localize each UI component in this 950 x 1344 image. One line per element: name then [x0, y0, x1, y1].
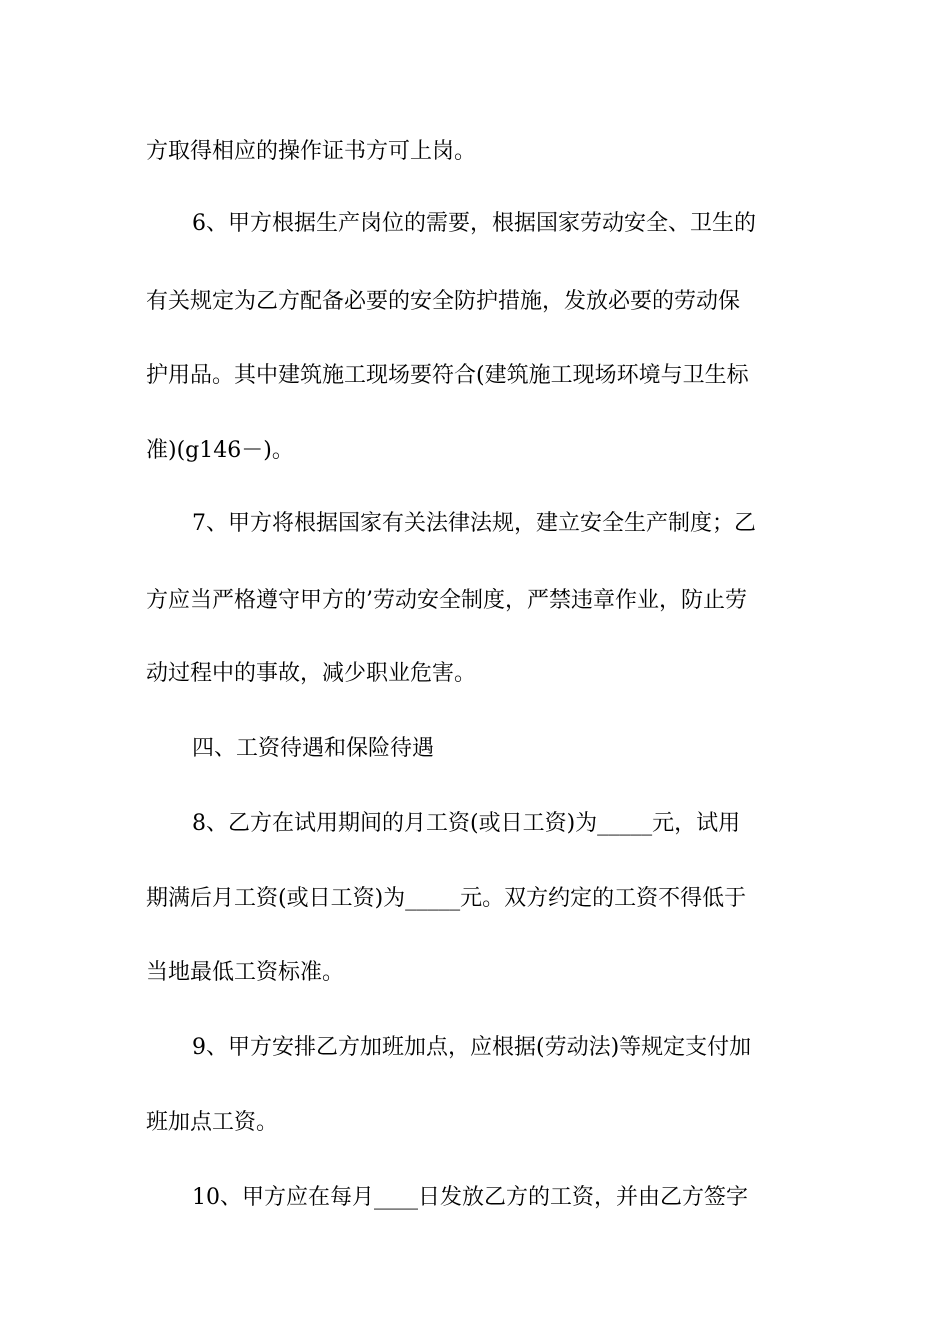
paragraph-9-line-1: 9、甲方安排乙方加班加点，应根据(劳动法)等规定支付加 [192, 1035, 752, 1060]
paragraph-10-line-1: 10、甲方应在每月____日发放乙方的工资，并由乙方签字 [192, 1185, 748, 1210]
text-line: 方应当严格遵守甲方的’劳动安全制度，严禁违章作业，防止劳 [146, 588, 747, 613]
text-line: 方取得相应的操作证书方可上岗。 [146, 139, 477, 164]
paragraph-8-line-1: 8、乙方在试用期间的月工资(或日工资)为_____元，试用 [192, 811, 741, 836]
text-line: 动过程中的事故，减少职业危害。 [146, 661, 477, 686]
text-line: 当地最低工资标准。 [146, 960, 345, 985]
text-line: 有关规定为乙方配备必要的安全防护措施，发放必要的劳动保 [146, 289, 741, 314]
section-heading: 四、工资待遇和保险待遇 [192, 736, 435, 761]
paragraph-6-line-1: 6、甲方根据生产岗位的需要，根据国家劳动安全、卫生的 [192, 211, 756, 236]
text-line: 准)(g146－)。 [146, 438, 294, 463]
text-line: 护用品。其中建筑施工现场要符合(建筑施工现场环境与卫生标 [146, 363, 749, 388]
text-line: 班加点工资。 [146, 1110, 279, 1135]
text-line: 期满后月工资(或日工资)为_____元。双方约定的工资不得低于 [146, 886, 747, 911]
paragraph-7-line-1: 7、甲方将根据国家有关法律法规，建立安全生产制度；乙 [192, 511, 756, 536]
